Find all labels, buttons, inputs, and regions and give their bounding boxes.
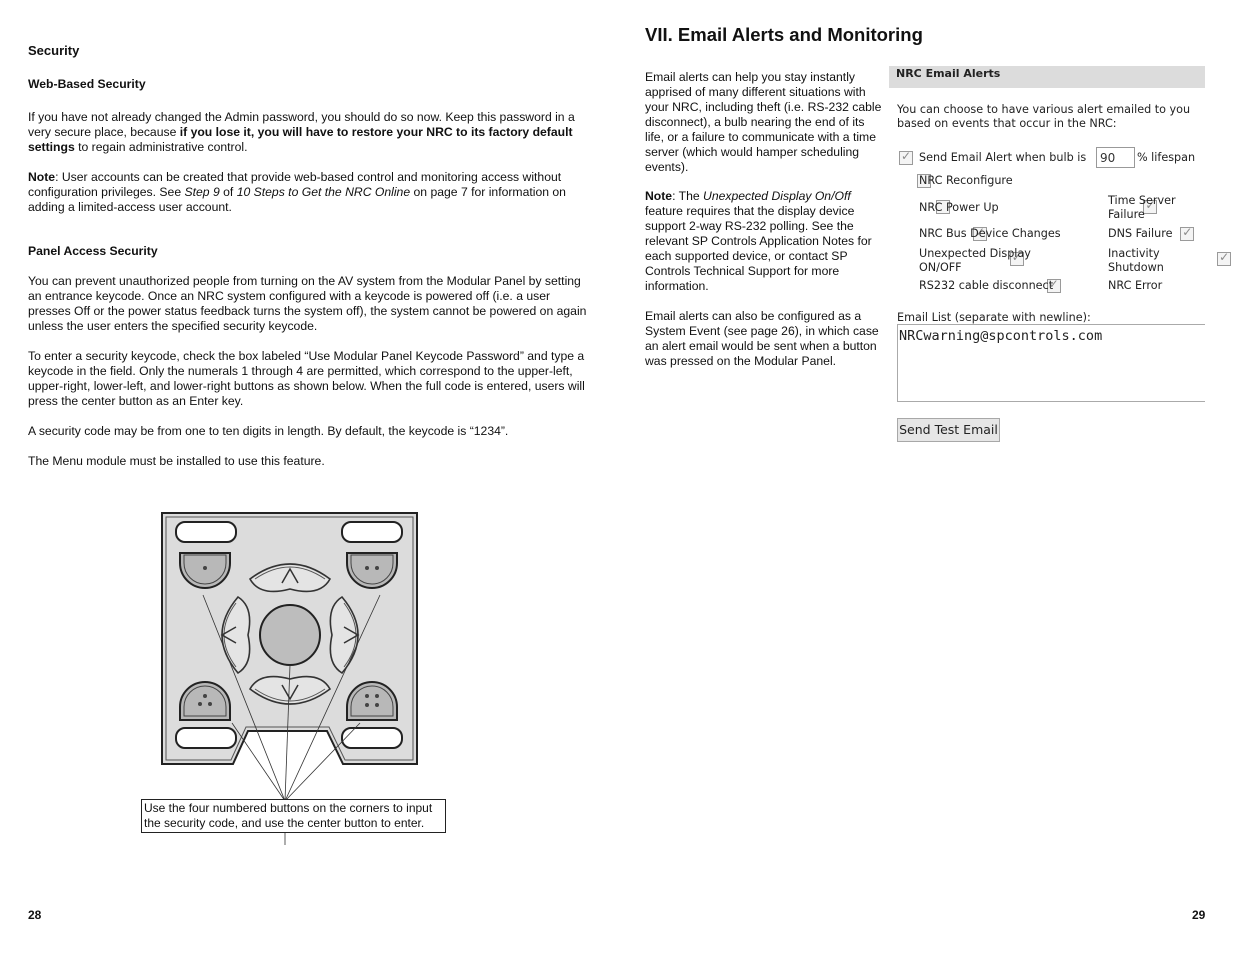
chapter-title: VII. Email Alerts and Monitoring — [645, 24, 923, 45]
center-enter-button — [260, 605, 320, 665]
inactivity-label-line-2: Shutdown — [1108, 261, 1164, 274]
reconfigure-label: NRC Reconfigure — [919, 174, 1013, 187]
page-number-left: 28 — [28, 908, 42, 922]
panel-paragraph-2: To enter a security keycode, check the box labeled “Use Modular Panel Keycode Password” and type a keycode in the field. Only the numerals 1 through 4 are permitted, which correspond to the upper-left, upper-right, lower-left, and lower-right buttons as shown below. When the full code is entered, users will press the center button as an Enter key. — [28, 349, 585, 408]
email-panel-intro — [897, 103, 1190, 131]
caption-line-2: the security code, and use the center button to enter. — [144, 816, 425, 830]
note-unexpected-display: Note: The Unexpected Display On/Off feature requires that the display device support 2-way RS-232 polling. See the relevant SP Controls Application Notes for each supported device, or contact SP Controls Technical Support for more information. — [645, 189, 872, 293]
time-server-label-line-2: Failure — [1108, 208, 1145, 221]
bus-changes-label: NRC Bus Device Changes — [919, 227, 1061, 240]
panel-paragraph-1: You can prevent unauthorized people from turning on the AV system from the Modular Panel by setting an entrance keycode. Once an NRC system configured with a keycode is powered off (i.e. a user presses Off or the power status feedback turns the system off), the system cannot be powered on again unless the user enters the specified security keycode. — [28, 274, 587, 333]
bulb-lifespan-suffix: % lifespan — [1137, 151, 1196, 164]
intro-line-1: You can choose to have various alert emailed to you — [897, 103, 1191, 116]
page-number-right: 29 — [1192, 908, 1206, 922]
bottom-left-slot — [176, 728, 236, 748]
email-list-label: Email List (separate with newline): — [897, 311, 1091, 324]
panel-paragraph-3: A security code may be from one to ten digits in length. By default, the keycode is “1234”. — [28, 424, 509, 438]
top-right-slot — [342, 522, 402, 542]
time-server-label-line-1: Time Server — [1108, 194, 1176, 207]
dns-failure-checkbox[interactable] — [1180, 227, 1194, 241]
caption-box — [141, 799, 446, 833]
email-panel-header: NRC Email Alerts — [896, 67, 1001, 80]
email-panel-header-bar — [889, 66, 1205, 88]
inactivity-shutdown-checkbox[interactable] — [1217, 252, 1231, 266]
web-security-paragraph: If you have not already changed the Admin password, you should do so now. Keep this password in a very secure place, because if you lose it, you will have to restore your NRC to its factory default settings to regain administrative control. — [28, 110, 575, 154]
note-paragraph: Note: User accounts can be created that provide web-based control and monitoring access without configuration privileges. See Step 9 of 10 Steps to Get the NRC Online on page 7 for information on adding a limited-access user account. — [28, 170, 566, 214]
nrc-error-label: NRC Error — [1108, 279, 1163, 292]
rs232-disconnect-label: RS232 cable disconnect — [919, 279, 1054, 292]
intro-paragraph: Email alerts can help you stay instantly apprised of many different situations with your NRC, including theft (i.e. RS-232 cable disconnect), a bulb nearing the end of its life, or a failure to communicate with a time server (which would hamper scheduling events). — [645, 70, 882, 174]
section-title: Security — [28, 43, 80, 58]
bottom-right-slot — [342, 728, 402, 748]
dns-failure-label: DNS Failure — [1108, 227, 1173, 240]
inactivity-label-line-1: Inactivity — [1108, 247, 1160, 260]
web-security-heading: Web-Based Security — [28, 77, 146, 91]
unexpected-display-label-line-1: Unexpected Display — [919, 247, 1031, 260]
bulb-alert-label: Send Email Alert when bulb is — [919, 151, 1087, 164]
power-up-label: NRC Power Up — [919, 201, 999, 214]
bulb-lifespan-input[interactable] — [1096, 147, 1135, 168]
panel-access-heading: Panel Access Security — [28, 244, 158, 258]
email-list-textarea[interactable] — [897, 324, 1205, 402]
unexpected-display-label-line-2: ON/OFF — [919, 261, 962, 274]
panel-paragraph-4: The Menu module must be installed to use this feature. — [28, 454, 325, 468]
caption-line-1: Use the four numbered buttons on the corners to input — [144, 801, 433, 815]
inactivity-shutdown-label — [1108, 247, 1164, 275]
top-left-slot — [176, 522, 236, 542]
bulb-alert-checkbox[interactable] — [899, 151, 913, 165]
intro-line-2: based on events that occur in the NRC: — [897, 117, 1117, 130]
send-test-email-button[interactable]: Send Test Email — [897, 418, 1000, 442]
system-event-paragraph: Email alerts can also be configured as a System Event (see page 26), in which case an alert email would be sent when a button was pressed on the Modular Panel. — [645, 309, 879, 368]
email-list-value: NRCwarning@spcontrols.com — [899, 328, 1103, 344]
time-server-label — [1108, 194, 1176, 222]
unexpected-display-label — [919, 247, 1031, 275]
